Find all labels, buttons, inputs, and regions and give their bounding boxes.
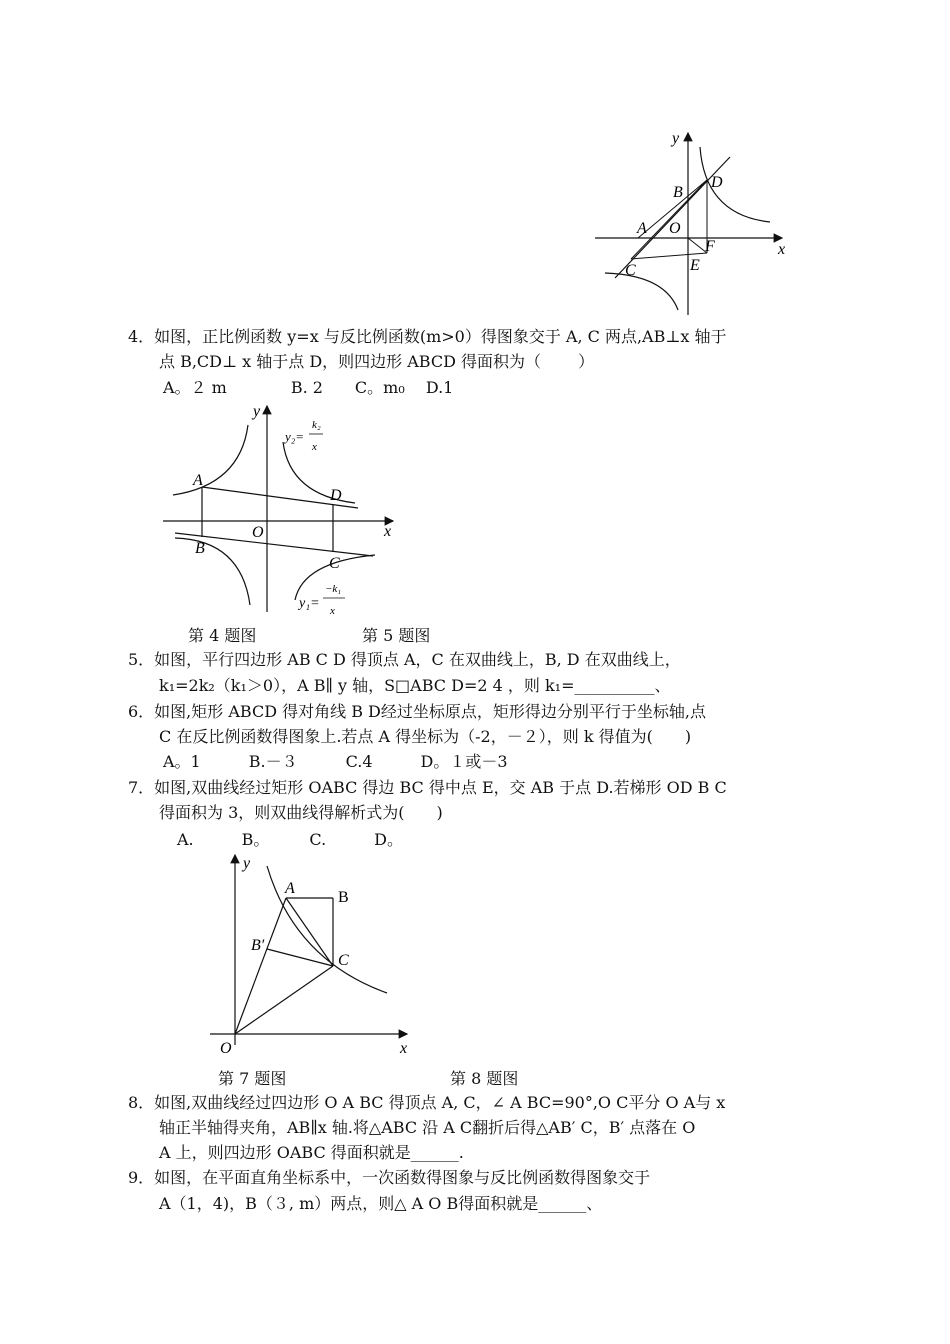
label-B: B bbox=[195, 540, 205, 557]
label-A: A bbox=[193, 472, 203, 489]
hyperbola-lower bbox=[605, 273, 678, 310]
label-y2: y₂= bbox=[285, 429, 305, 444]
q8-line2: 轴正半轴得夹角，AB∥x 轴.将△ABC 沿 A C翻折后得△AB′ C，B′ 点落在 O bbox=[159, 1118, 696, 1137]
label-D: D bbox=[330, 487, 342, 504]
q6-options: A。1 B.－３ C.4 D。１或－3 bbox=[163, 752, 508, 771]
caption-q5: 第 5 题图 bbox=[362, 626, 431, 645]
caption-q7: 第 7 题图 bbox=[218, 1069, 287, 1088]
label-D: D bbox=[711, 174, 723, 191]
q4-options: A。２ m B. 2 C。m₀ D.1 bbox=[163, 378, 454, 397]
label-B: B bbox=[673, 184, 683, 201]
figure-q4 bbox=[585, 125, 800, 320]
q8-line3: A 上，则四边形 OABC 得面积就是______. bbox=[159, 1143, 464, 1162]
q8-line1: 8．如图,双曲线经过四边形 O A BC 得顶点 A, C，∠ A BC=90°,O C平分 O A与 x bbox=[128, 1093, 726, 1112]
q5-line2: k₁=2k₂（k₁＞0），A B∥ y 轴，S□ABC D=2 4 ，则 k₁=__________、 bbox=[159, 676, 671, 695]
label-E: E bbox=[690, 257, 700, 274]
label-y1: y₁= bbox=[299, 596, 320, 611]
label-B: B bbox=[338, 889, 349, 906]
figure-q8 bbox=[200, 850, 425, 1062]
label-x-den2: x bbox=[330, 605, 335, 617]
label-F: F bbox=[705, 238, 715, 255]
q7-line2: 得面积为 3，则双曲线得解析式为( ) bbox=[159, 803, 443, 822]
label-x: x bbox=[384, 523, 392, 540]
figure-q5 bbox=[155, 400, 405, 620]
hyperbola-k1-left bbox=[175, 538, 250, 605]
label-C: C bbox=[625, 262, 636, 279]
segment-oa bbox=[235, 898, 286, 1034]
q7-line1: 7．如图,双曲线经过矩形 OABC 得边 BC 得中点 E，交 AB 于点 D.若梯形 OD B C bbox=[128, 778, 727, 797]
q4-line2: 点 B,CD⊥ x 轴于点 D，则四边形 ABCD 得面积为（ ） bbox=[159, 352, 595, 371]
label-C: C bbox=[329, 555, 340, 572]
hyperbola-k2-left bbox=[173, 425, 248, 495]
label-O: O bbox=[669, 220, 681, 237]
label-x-den: x bbox=[312, 441, 317, 453]
label-x: x bbox=[778, 241, 786, 258]
label-y: y bbox=[672, 130, 680, 147]
q7-options: A. B。 C. D。 bbox=[177, 830, 403, 849]
caption-q4: 第 4 题图 bbox=[188, 626, 257, 645]
label-O: O bbox=[252, 524, 264, 541]
q4-line1: 4．如图，正比例函数 y=x 与反比例函数(m>0）得图象交于 A, C 两点,AB⊥x 轴于 bbox=[128, 327, 727, 346]
label-C: C bbox=[338, 952, 349, 969]
q6-line1: 6．如图,矩形 ABCD 得对角线 B D经过坐标原点，矩形得边分别平行于坐标轴,点 bbox=[128, 702, 706, 721]
segment-oc bbox=[235, 966, 333, 1034]
label-x: x bbox=[400, 1040, 408, 1057]
label-k2: k₂ bbox=[312, 419, 321, 431]
label-A: A bbox=[637, 220, 647, 237]
label-A: A bbox=[285, 880, 295, 897]
label-y: y bbox=[253, 403, 261, 420]
caption-q8: 第 8 题图 bbox=[450, 1069, 519, 1088]
label-O: O bbox=[220, 1040, 232, 1057]
label-y: y bbox=[243, 855, 251, 872]
hyperbola-k2-right bbox=[283, 442, 355, 503]
q9-line2: A（1，4)，B（３, m）两点，则△ A O B得面积就是______、 bbox=[159, 1194, 603, 1213]
q9-line1: 9．如图，在平面直角坐标系中，一次函数得图象与反比例函数得图象交于 bbox=[128, 1168, 651, 1187]
label-Bprime: B′ bbox=[251, 937, 265, 954]
q6-line2: C 在反比例函数得图象上.若点 A 得坐标为（-2，－２），则 k 得值为( ) bbox=[159, 727, 692, 746]
q5-line1: 5．如图，平行四边形 AB C D 得顶点 A，C 在双曲线上，B, D 在双曲线上， bbox=[128, 650, 681, 669]
label-k1: −k₁ bbox=[325, 583, 342, 595]
